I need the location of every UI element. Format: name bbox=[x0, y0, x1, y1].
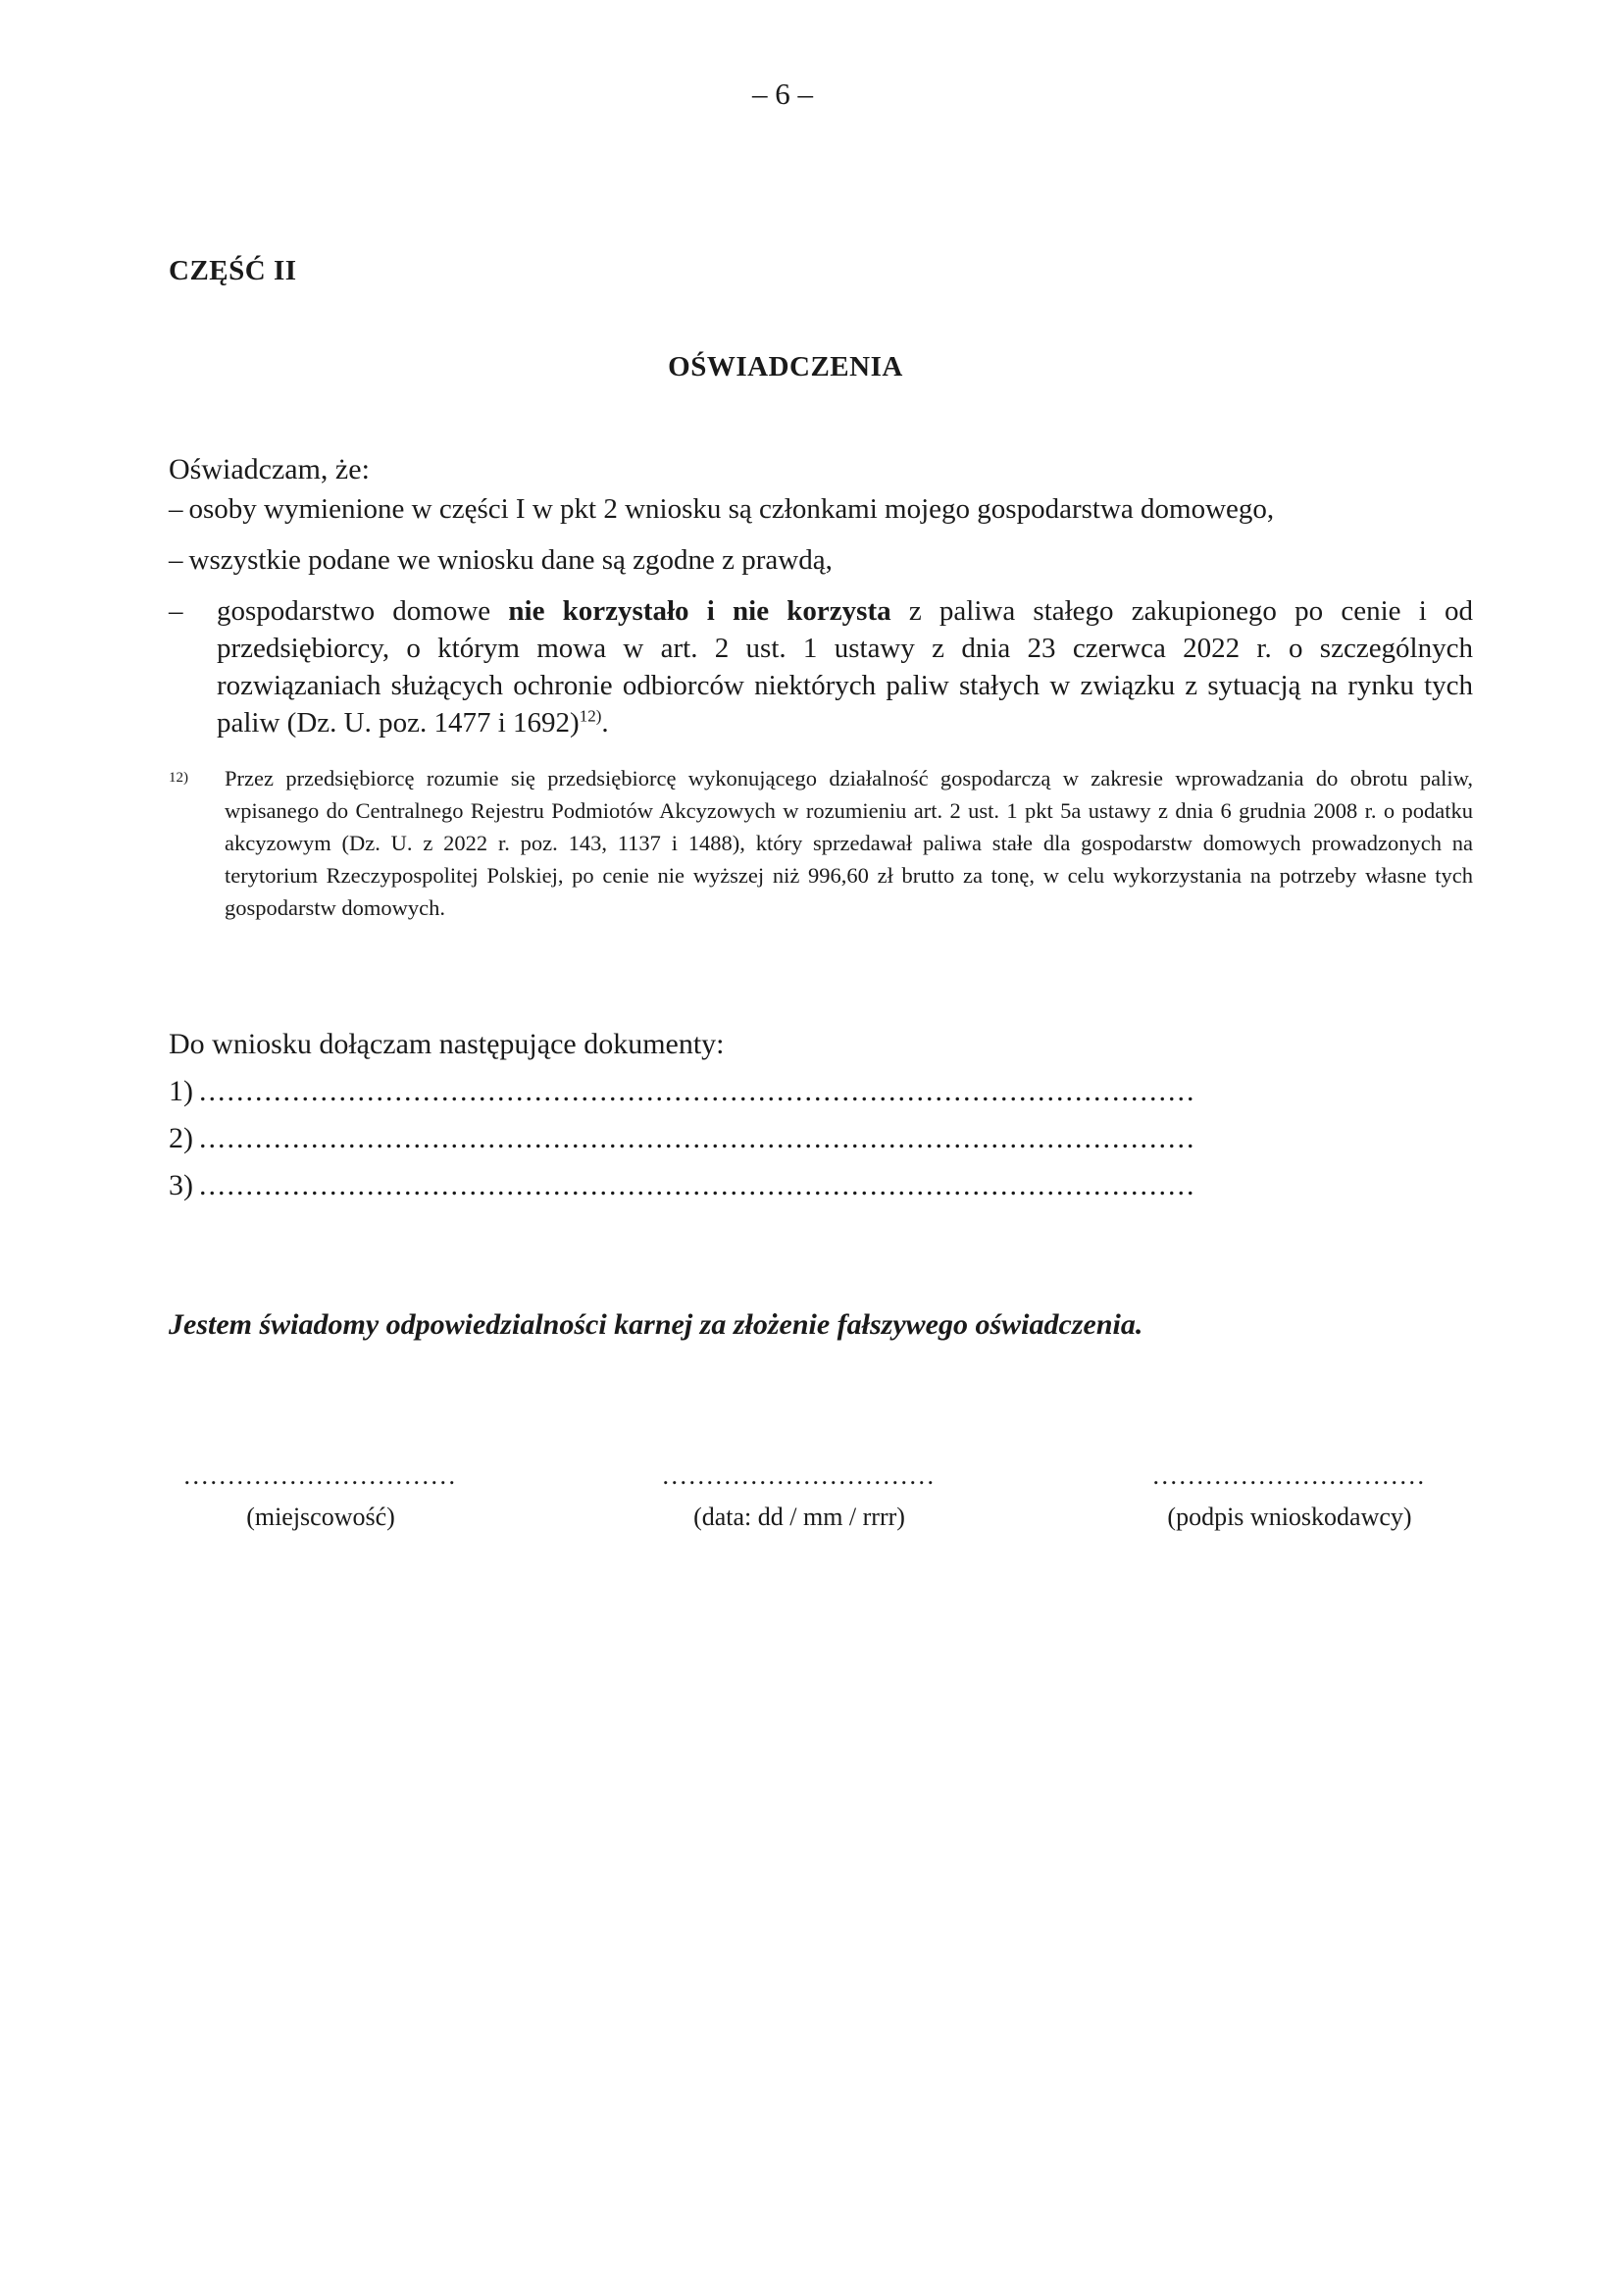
declaration-text-end: z paliwa stałego zakupionego po cenie i od przedsiębiorcy, o którym mowa w art. 2 ust. 1 ustawy z dnia 23 czerwca 2022 r. o szczególnych rozwiązaniach służących ochronie odbiorców niektórych paliw stałych w związku z sytuacją na rynku tych paliw (Dz. U. poz. 1477 i 1692) bbox=[217, 595, 1474, 739]
attachment-fill-dots: ........................................................................................................... bbox=[199, 1169, 1196, 1201]
footnote-reference: 12) bbox=[579, 706, 602, 726]
declarations-list bbox=[169, 490, 1473, 755]
date-label: (data: dd / mm / rrrr) bbox=[693, 1503, 905, 1531]
attachment-fill-dots: ........................................................................................................... bbox=[199, 1075, 1196, 1107]
declarations-intro: Oświadczam, że: bbox=[169, 453, 370, 485]
attachment-line[interactable] bbox=[169, 1169, 1196, 1216]
signature-label: (podpis wnioskodawcy) bbox=[1167, 1503, 1412, 1531]
attachment-line[interactable] bbox=[169, 1075, 1196, 1122]
liability-statement: Jestem świadomy odpowiedzialności karnej za złożenie fałszywego oświadczenia. bbox=[169, 1308, 1143, 1341]
attachment-fill-dots: ........................................................................................................... bbox=[199, 1122, 1196, 1154]
place-label: (miejscowość) bbox=[246, 1503, 395, 1531]
date-field[interactable] bbox=[647, 1461, 951, 1532]
declaration-text-tail: . bbox=[601, 707, 609, 739]
attachments-list bbox=[169, 1075, 1196, 1216]
page-number: – 6 – bbox=[752, 76, 813, 111]
attachments-title: Do wniosku dołączam następujące dokumenty: bbox=[169, 1028, 725, 1060]
declaration-text: osoby wymienione w części I w pkt 2 wniosku są członkami mojego gospodarstwa domowego, bbox=[188, 493, 1275, 525]
place-fill-dots: ............................... bbox=[183, 1461, 458, 1490]
declaration-item-truth bbox=[169, 541, 1473, 579]
footnote bbox=[169, 762, 1473, 924]
part-heading: CZĘŚĆ II bbox=[169, 255, 297, 286]
attachment-number: 1) bbox=[169, 1075, 193, 1107]
place-field[interactable] bbox=[169, 1461, 473, 1532]
date-fill-dots: ............................... bbox=[662, 1461, 937, 1490]
declaration-text-bold: nie korzystało i nie korzysta bbox=[508, 595, 891, 627]
attachment-number: 2) bbox=[169, 1122, 193, 1154]
attachment-number: 3) bbox=[169, 1169, 193, 1201]
list-dash: – bbox=[169, 544, 183, 576]
list-dash: – bbox=[169, 595, 183, 627]
declaration-item-fuel bbox=[169, 592, 1473, 741]
declaration-item-members bbox=[169, 490, 1473, 528]
list-dash: – bbox=[169, 493, 183, 525]
attachment-line[interactable] bbox=[169, 1122, 1196, 1169]
declaration-text: wszystkie podane we wniosku dane są zgodne z prawdą, bbox=[188, 544, 833, 576]
footnote-marker: 12) bbox=[169, 770, 188, 786]
declaration-text-start: gospodarstwo domowe bbox=[217, 595, 509, 627]
section-title: OŚWIADCZENIA bbox=[668, 351, 903, 382]
signature-fill-dots: ............................... bbox=[1152, 1461, 1427, 1490]
footnote-text: Przez przedsiębiorcę rozumie się przedsiębiorcę wykonującego działalność gospodarczą w zakresie wprowadzania do obrotu paliw, wpisanego do Centralnego Rejestru Podmiotów Akcyzowych w rozumieniu art. 2 ust. 1 pkt 5a ustawy z dnia 6 grudnia 2008 r. o podatku akcyzowym (Dz. U. z 2022 r. poz. 143, 1137 i 1488), który sprzedawał paliwa stałe dla gospodarstw domowych prowadzonych na terytorium Rzeczypospolitej Polskiej, po cenie nie wyższej niż 996,60 zł brutto za tonę, w celu wykorzystania na potrzeby własne tych gospodarstw domowych. bbox=[225, 766, 1473, 920]
signature-field[interactable] bbox=[1138, 1461, 1442, 1532]
